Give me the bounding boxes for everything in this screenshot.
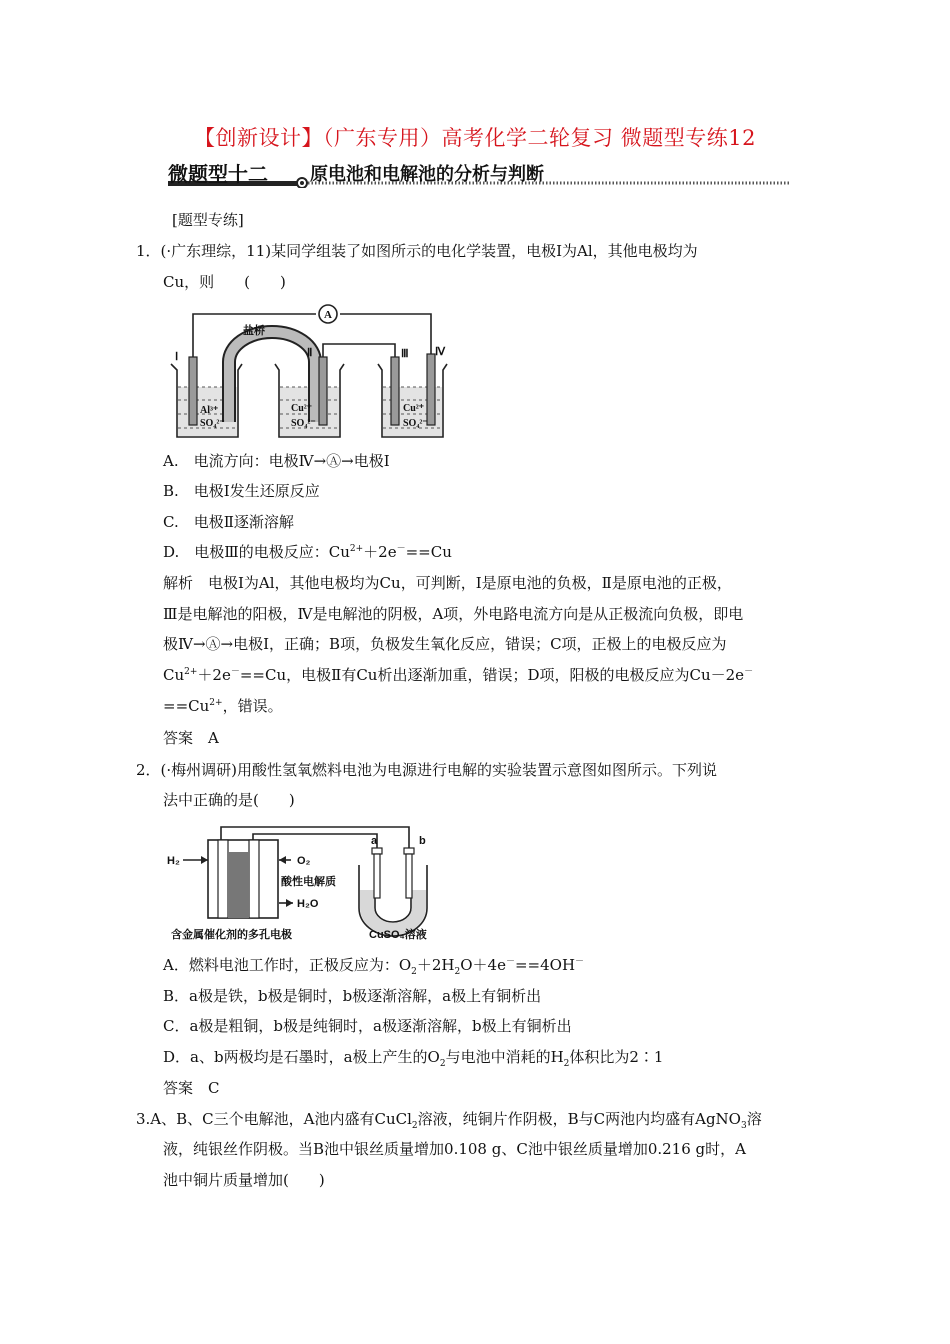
q1-answer: 答案 A	[163, 729, 219, 747]
q2-option-d: D．a、b两极均是石墨时，a极上产生的$O_2$与电池中消耗的$H_2$体积比为2∶1	[163, 1048, 664, 1069]
electrode-3	[391, 357, 399, 425]
electrode-1-label: Ⅰ	[175, 351, 179, 363]
electrode-a	[374, 854, 380, 898]
q1-analysis-line-3: 极Ⅳ→Ⓐ→电极Ⅰ，正确；B项，负极发生氧化反应，错误；C项，正极上的电极反应为	[163, 635, 727, 653]
b3-ion2: SO₄²⁻	[403, 418, 428, 429]
q1-stem-line-1: 1．(·广东理综，11)某同学组装了如图所示的电化学装置，电极Ⅰ为Al，其他电极均为	[136, 242, 698, 260]
q2-option-a: A．燃料电池工作时，正极反应为：$O_2+2H_2O+4e^-==4OH^-$	[163, 956, 585, 977]
banner-subtitle: 原电池和电解池的分析与判断	[310, 164, 544, 185]
q2-figure-fuel-cell-electrolysis	[163, 820, 463, 946]
b2-ion1: Cu²⁺	[291, 403, 313, 414]
q2-option-b: B．a极是铁，b极是铜时，b极逐渐溶解，a极上有铜析出	[163, 987, 542, 1005]
q1-stem-line-2: Cu，则 ( )	[163, 273, 286, 291]
q2-option-c: C．a极是粗铜，b极是纯铜时，a极逐渐溶解，b极上有铜析出	[163, 1017, 572, 1035]
q1-option-b: B. 电极Ⅰ发生还原反应	[163, 482, 320, 500]
electrode-caption: 含金属催化剂的多孔电极	[171, 929, 292, 941]
q1-analysis-line-5: $==Cu^{2+}$，错误。	[163, 697, 283, 715]
solution-label: CuSO₄溶液	[369, 929, 427, 941]
b3-ion1: Cu²⁺	[403, 403, 425, 414]
o2-label: O₂	[297, 855, 311, 867]
electrode-b	[406, 854, 412, 898]
section-banner	[168, 158, 790, 188]
b1-ion1: Al³⁺	[200, 405, 219, 416]
electrode-4	[427, 354, 435, 425]
q1-option-a: A. 电流方向：电极Ⅳ→Ⓐ→电极Ⅰ	[163, 452, 390, 470]
q3-stem-line-1: 3.A、B、C三个电解池，A池内盛有CuCl$_2$溶液，纯铜片作阴极，B与C两池内均盛有AgNO$_3$溶	[136, 1110, 762, 1131]
q1-option-d: D. 电极Ⅲ的电极反应：$Cu^{2+}+2e^-==Cu$	[163, 543, 452, 561]
salt-bridge-label: 盐桥	[243, 325, 265, 337]
q3-stem-line-3: 池中铜片质量增加( )	[163, 1171, 325, 1189]
b1-ion2: SO₄²⁻	[200, 418, 225, 429]
electrolyte-region	[228, 852, 249, 918]
electrode-1	[189, 357, 197, 425]
electrode-2-label: Ⅱ	[307, 347, 313, 359]
b2-ion2: SO₄²⁻	[291, 418, 316, 429]
h2o-label: H₂O	[297, 898, 319, 910]
a-label: a	[371, 835, 378, 847]
q1-analysis-line-1: 解析 电极Ⅰ为Al，其他电极均为Cu，可判断，Ⅰ是原电池的负极，Ⅱ是原电池的正极，	[163, 574, 732, 592]
electrolyte-label: 酸性电解质	[281, 876, 336, 888]
q1-option-c: C. 电极Ⅱ逐渐溶解	[163, 513, 294, 531]
q1-analysis-line-2: Ⅲ是电解池的阳极，Ⅳ是电解池的阴极，A项，外电路电流方向是从正极流向负极，即电	[163, 605, 744, 623]
q2-stem-line-1: 2．(·梅州调研)用酸性氢氧燃料电池为电源进行电解的实验装置示意图如图所示。下列说	[136, 761, 718, 779]
banner-label: 微题型十二	[168, 162, 268, 186]
q1-analysis-line-4: $Cu^{2+}+2e^-==Cu$，电极Ⅱ有Cu析出逐渐加重，错误；D项，阳极的电极反应为Cu－2e－	[163, 666, 754, 684]
section-label: [题型专练]	[172, 211, 244, 229]
wire-to-a	[253, 834, 377, 848]
document-title: 【创新设计】（广东专用）高考化学二轮复习 微题型专练12	[194, 126, 756, 150]
q3-stem-line-2: 液，纯银丝作阴极。当B池中银丝质量增加0.108 g、C池中银丝质量增加0.216 g时，A	[163, 1140, 746, 1158]
ammeter-label: A	[324, 309, 332, 321]
electrode-2	[319, 357, 327, 425]
h2-label: H₂	[167, 855, 180, 867]
q2-answer: 答案 C	[163, 1079, 220, 1097]
electrode-4-label: Ⅳ	[435, 346, 446, 358]
q1-figure-electrochemical-cells	[163, 302, 463, 442]
b-label: b	[419, 835, 426, 847]
electrode-3-label: Ⅲ	[401, 348, 409, 360]
q2-stem-line-2: 法中正确的是( )	[163, 791, 295, 809]
